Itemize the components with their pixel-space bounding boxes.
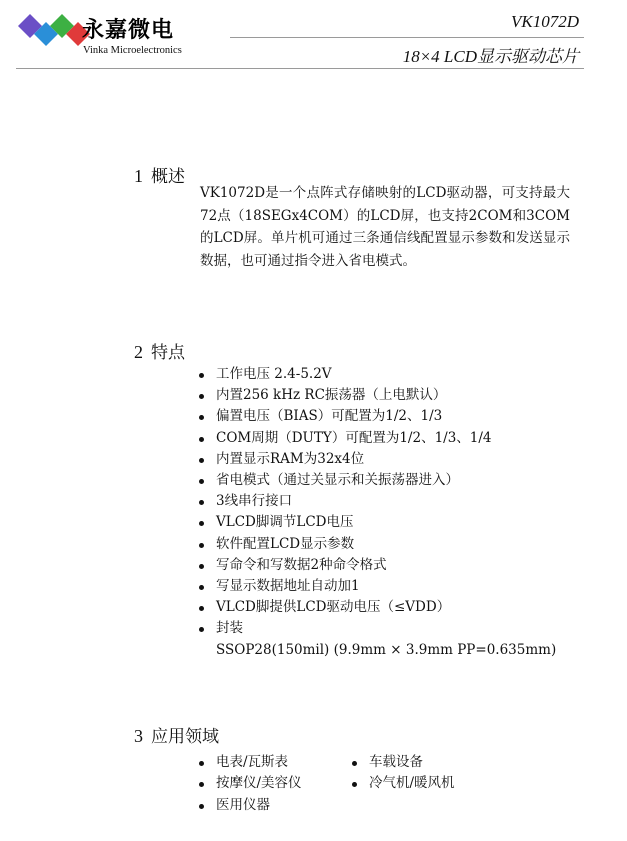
page-header <box>0 0 627 80</box>
logo-chinese-name: 永嘉微电 <box>82 18 175 43</box>
bullet-icon <box>352 761 357 766</box>
bullet-icon <box>199 458 204 463</box>
section-number: 3 <box>134 726 143 746</box>
overview-paragraph: VK1072D是一个点阵式存储映射的LCD驱动器，可支持最大72点（18SEGx4COM）的LCD屏，也支持2COM和3COM的LCD屏。单片机可通过三条通信线配置显示参数和发送显示数据，也可通过指令进入省电模式。 <box>200 185 570 269</box>
list-item: 按摩仪/美容仪 <box>199 773 302 794</box>
list-item: 内置显示RAM为32x4位 <box>199 449 556 470</box>
list-item: VLCD脚调节LCD电压 <box>199 512 556 533</box>
list-item: 封装 <box>199 618 556 639</box>
list-item: 写命令和写数据2种命令格式 <box>199 555 556 576</box>
doc-subtitle: 18×4 LCD显示驱动芯片 <box>402 47 579 66</box>
bullet-icon <box>199 761 204 766</box>
section-heading: 特点 <box>151 343 185 363</box>
bullet-icon <box>199 585 204 590</box>
bullet-icon <box>199 479 204 484</box>
applications-list-left <box>199 752 302 816</box>
doc-model-number: VK1072D <box>511 12 579 31</box>
list-item: 偏置电压（BIAS）可配置为1/2、1/3 <box>199 406 556 427</box>
section-title-features <box>134 338 185 363</box>
bullet-icon <box>199 782 204 787</box>
list-item: 工作电压 2.4-5.2V <box>199 364 556 385</box>
list-item: 电表/瓦斯表 <box>199 752 302 773</box>
list-item: 省电模式（通过关显示和关振荡器进入） <box>199 470 556 491</box>
bullet-icon <box>199 373 204 378</box>
bullet-icon <box>199 627 204 632</box>
bullet-icon <box>352 782 357 787</box>
list-item: COM周期（DUTY）可配置为1/2、1/3、1/4 <box>199 428 556 449</box>
section-heading: 概述 <box>151 167 185 187</box>
section-heading: 应用领域 <box>151 727 219 747</box>
list-item: 车载设备 <box>352 752 455 773</box>
list-item: VLCD脚提供LCD驱动电压（≤VDD） <box>199 597 556 618</box>
applications-list-right <box>352 752 455 795</box>
list-item: 冷气机/暖风机 <box>352 773 455 794</box>
header-rule-bottom <box>16 68 584 69</box>
section-number: 2 <box>134 342 143 362</box>
list-item: 3线串行接口 <box>199 491 556 512</box>
bullet-icon <box>199 500 204 505</box>
features-list <box>199 364 556 661</box>
header-rule-top <box>230 37 584 38</box>
bullet-icon <box>199 437 204 442</box>
package-spec: SSOP28(150mil) (9.9mm × 3.9mm PP=0.635mm) <box>216 641 557 658</box>
bullet-icon <box>199 394 204 399</box>
bullet-icon <box>199 543 204 548</box>
bullet-icon <box>199 564 204 569</box>
bullet-icon <box>199 415 204 420</box>
list-item: 写显示数据地址自动加1 <box>199 576 556 597</box>
section-number: 1 <box>134 166 143 186</box>
section-title-applications <box>134 722 219 747</box>
list-item: 软件配置LCD显示参数 <box>199 534 556 555</box>
list-item: 内置256 kHz RC振荡器（上电默认） <box>199 385 556 406</box>
bullet-icon <box>199 606 204 611</box>
list-item: 医用仪器 <box>199 795 302 816</box>
bullet-icon <box>199 521 204 526</box>
section-title-overview <box>134 162 185 187</box>
bullet-icon <box>199 804 204 809</box>
logo-english-name: Vinka Microelectronics <box>83 45 182 56</box>
